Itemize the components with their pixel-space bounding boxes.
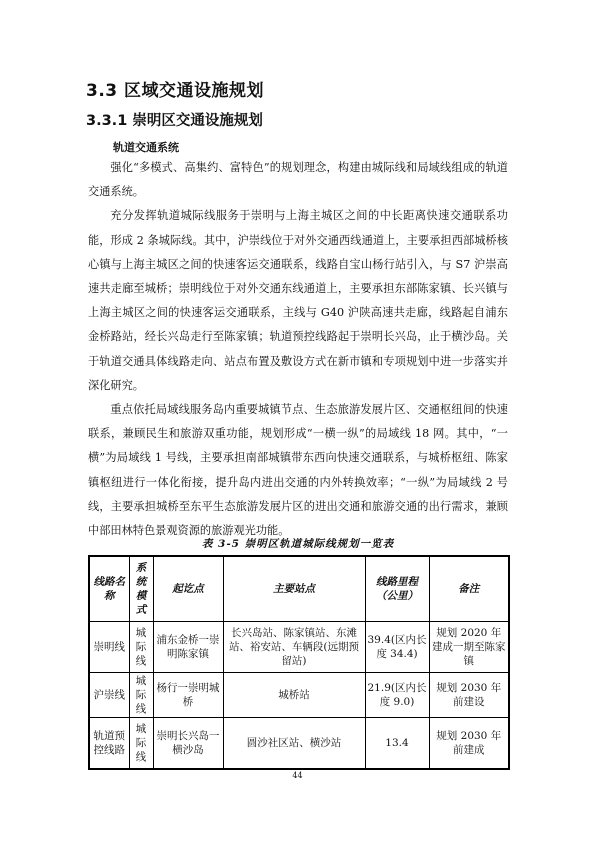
- cell-length: 21.9(区内长度 9.0): [365, 673, 429, 718]
- cell-main-stations: 长兴岛站、陈家镇站、东滩站、裕安站、车辆段(远期预留站): [223, 622, 365, 673]
- header-length: 线路里程（公里）: [365, 556, 429, 622]
- cell-endpoints: 杨行一崇明城桥: [153, 673, 223, 718]
- cell-length: 13.4: [365, 718, 429, 770]
- table-caption: 表 3-5 崇明区轨道城际线规划一览表: [201, 538, 395, 550]
- cell-line-name: 轨道预控线路: [89, 718, 129, 770]
- header-system-mode: 系统模式: [129, 556, 153, 622]
- cell-line-name: 沪崇线: [89, 673, 129, 718]
- cell-length: 39.4(区内长度 34.4): [365, 622, 429, 673]
- subsection-title: 3.3.1 崇明区交通设施规划: [86, 113, 263, 129]
- rail-plan-table: [88, 555, 510, 770]
- paragraph-3: 重点依托局域线服务岛内重要城镇节点、生态旅游发展片区、交通枢纽间的快速联系，兼顾民生和旅游双重功能，规划形成“一横一纵”的局域线 18 网。其中，“一横”为局域线 1 号线，主要承担南部城镇带东西向快速交通联系，与城桥枢纽、陈家镇枢纽进行一体化衔接，提升岛内进出交通的内外转换效率；“一纵”为局域线 2 号线，主要承担城桥至东平生态旅游发展片区的进出交通和旅游交通的出行需求，兼顾中部田林特色景观资源的旅游观光功能。: [88, 403, 508, 538]
- cell-endpoints: 崇明长兴岛一横沙岛: [153, 718, 223, 770]
- header-line-name: 线路名称: [89, 556, 129, 622]
- paragraph-2: 充分发挥轨道城际线服务于崇明与上海主城区之间的中长距离快速交通联系功能，形成 2 条城际线。其中，沪崇线位于对外交通西线通道上，主要承担西部城桥核心镇与上海主城区之间的快速客运交通联系，线路自宝山杨行站引入，与 S7 沪崇高速共走廊至城桥；崇明线位于对外交通东线通道上，主要承担东部陈家镇、长兴镇与上海主城区之间的快速客运交通联系，主线与 G40 沪陕高速共走廊，线路起自浦东金桥路站，经长兴岛走行至陈家镇；轨道预控线路起于崇明长兴岛，止于横沙岛。关于轨道交通具体线路走向、站点布置及敷设方式在新市镇和专项规划中进一步落实并深化研究。: [88, 209, 508, 392]
- paragraph-1: 强化“多模式、高集约、富特色”的规划理念，构建由城际线和局域线组成的轨道交通系统。: [88, 161, 508, 199]
- cell-remarks: 规划 2020 年建成一期至陈家镇: [429, 622, 509, 673]
- cell-remarks: 规划 2030 年前建设: [429, 673, 509, 718]
- header-remarks: 备注: [429, 556, 509, 622]
- header-endpoints: 起讫点: [153, 556, 223, 622]
- body-text: [88, 156, 508, 543]
- heading-rail-system: 轨道交通系统: [113, 141, 179, 154]
- cell-endpoints: 浦东金桥一崇明陈家镇: [153, 622, 223, 673]
- cell-main-stations: 城桥站: [223, 673, 365, 718]
- table-row: [89, 718, 509, 770]
- cell-line-name: 崇明线: [89, 622, 129, 673]
- cell-main-stations: 圆沙社区站、横沙站: [223, 718, 365, 770]
- header-main-stations: 主要站点: [223, 556, 365, 622]
- table-header-row: [89, 556, 509, 622]
- table-row: [89, 622, 509, 673]
- table-row: [89, 673, 509, 718]
- cell-remarks: 规划 2030 年前建成: [429, 718, 509, 770]
- cell-system-mode: 城际线: [129, 622, 153, 673]
- page-number: 44: [292, 771, 303, 780]
- cell-system-mode: 城际线: [129, 718, 153, 770]
- section-title: 3.3 区域交通设施规划: [86, 81, 265, 101]
- cell-system-mode: 城际线: [129, 673, 153, 718]
